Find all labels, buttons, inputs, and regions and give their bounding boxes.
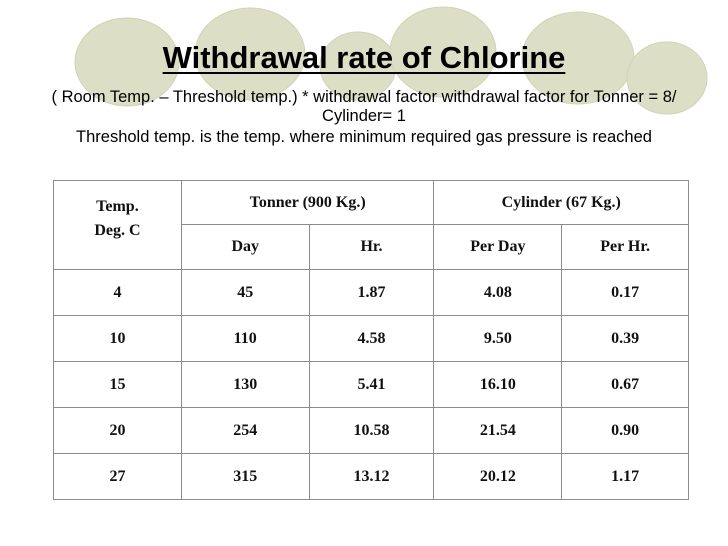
cell-cylinder-per-day: 21.54	[434, 408, 562, 454]
header-tonner: Tonner (900 Kg.)	[181, 181, 434, 225]
table-row	[54, 408, 689, 454]
cell-cylinder-per-hr: 0.90	[562, 408, 689, 454]
cell-cylinder-per-day: 20.12	[434, 454, 562, 500]
table-row	[54, 454, 689, 500]
header-temp-line1: Temp.	[96, 198, 139, 215]
cell-cylinder-per-hr: 0.17	[562, 270, 689, 316]
cell-temp: 4	[54, 270, 182, 316]
cell-cylinder-per-day: 9.50	[434, 316, 562, 362]
cell-temp: 27	[54, 454, 182, 500]
subtitle-threshold-note: Threshold temp. is the temp. where minimum required gas pressure is reached	[76, 128, 652, 146]
cell-tonner-hr: 5.41	[309, 362, 434, 408]
cell-tonner-hr: 13.12	[309, 454, 434, 500]
cell-temp: 20	[54, 408, 182, 454]
cell-tonner-day: 254	[181, 408, 309, 454]
table-row	[54, 316, 689, 362]
slide-title: Withdrawal rate of Chlorine	[162, 40, 566, 75]
header-temp	[54, 181, 182, 270]
header-hr: Hr.	[309, 225, 434, 270]
withdrawal-rate-table	[53, 180, 689, 500]
table-row	[54, 270, 689, 316]
cell-tonner-hr: 4.58	[309, 316, 434, 362]
cell-tonner-day: 110	[181, 316, 309, 362]
header-per-day: Per Day	[434, 225, 562, 270]
subtitle-formula: ( Room Temp. – Threshold temp.) * withdrawal factor withdrawal factor for Tonner = 8/ Cylinder= 1	[51, 88, 677, 125]
cell-tonner-day: 315	[181, 454, 309, 500]
header-day: Day	[181, 225, 309, 270]
header-temp-line2: Deg. C	[94, 222, 141, 239]
cell-tonner-day: 130	[181, 362, 309, 408]
cell-tonner-hr: 10.58	[309, 408, 434, 454]
cell-cylinder-per-hr: 0.67	[562, 362, 689, 408]
cell-temp: 15	[54, 362, 182, 408]
cell-cylinder-per-hr: 0.39	[562, 316, 689, 362]
cell-cylinder-per-day: 16.10	[434, 362, 562, 408]
slide-subtitle	[36, 88, 692, 147]
table-row	[54, 362, 689, 408]
header-cylinder: Cylinder (67 Kg.)	[434, 181, 689, 225]
cell-cylinder-per-day: 4.08	[434, 270, 562, 316]
cell-tonner-hr: 1.87	[309, 270, 434, 316]
cell-cylinder-per-hr: 1.17	[562, 454, 689, 500]
header-per-hr: Per Hr.	[562, 225, 689, 270]
cell-temp: 10	[54, 316, 182, 362]
cell-tonner-day: 45	[181, 270, 309, 316]
